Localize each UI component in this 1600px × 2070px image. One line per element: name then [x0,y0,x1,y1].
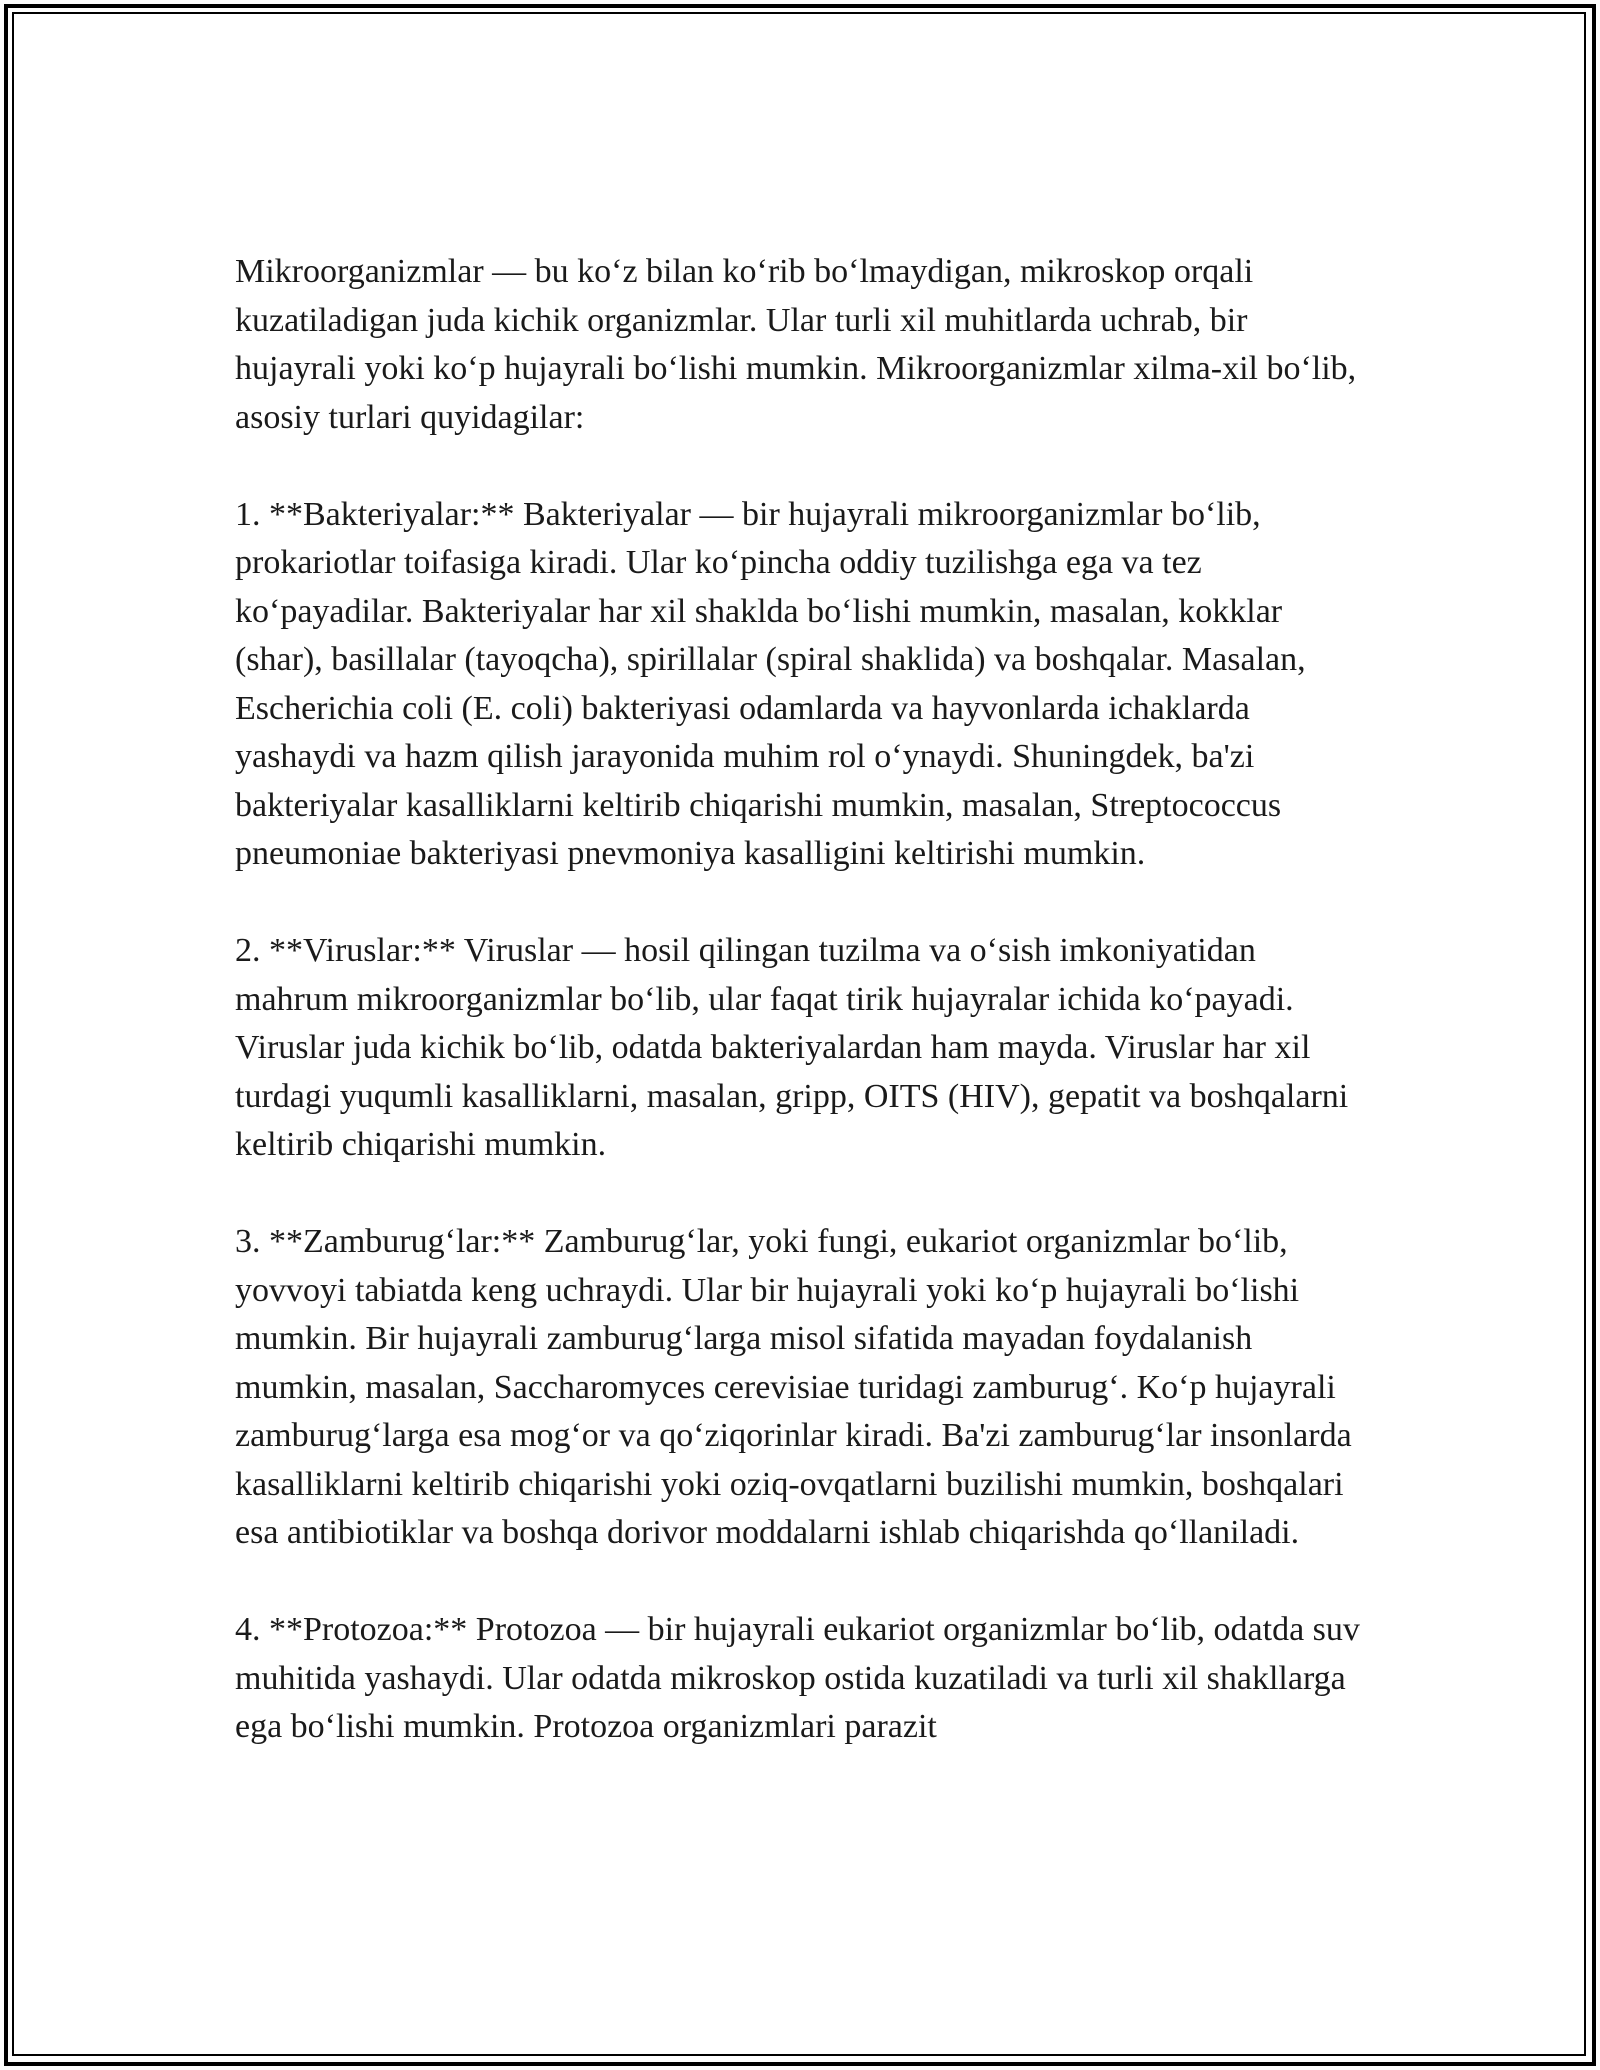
paragraph-bakteriyalar: 1. **Bakteriyalar:** Bakteriyalar — bir hujayrali mikroorganizmlar boʻlib, prokariotlar toifasiga kiradi. Ular koʻpincha oddiy tuzilishga ega va tez koʻpayadilar. Bakteriyalar har xil shaklda boʻlishi mumkin, masalan, kokklar (shar), basillalar (tayoqcha), spirillalar (spiral shaklida) va boshqalar. Masalan, Escherichia coli (E. coli) bakteriyasi odamlarda va hayvonlarda ichaklarda yashaydi va hazm qilish jarayonida muhim rol oʻynaydi. Shuningdek, ba'zi bakteriyalar kasalliklarni keltirib chiqarishi mumkin, masalan, Streptococcus pneumoniae bakteriyasi pnevmoniya kasalligini keltirishi mumkin. [235,495,1306,872]
paragraph-protozoa: 4. **Protozoa:** Protozoa — bir hujayrali eukariot organizmlar boʻlib, odatda suv muhitida yashaydi. Ular odatda mikroskop ostida kuzatiladi va turli xil shakllarga ega boʻlishi mumkin. Protozoa organizmlari parazit [235,1611,1360,1745]
document-body [235,248,1375,1752]
paragraph-zamburuglar: 3. **Zamburugʻlar:** Zamburugʻlar, yoki fungi, eukariot organizmlar boʻlib, yovvoyi tabiatda keng uchraydi. Ular bir hujayrali yoki koʻp hujayrali boʻlishi mumkin. Bir hujayrali zamburugʻlarga misol sifatida mayadan foydalanish mumkin, masalan, Saccharomyces cerevisiae turidagi zamburugʻ. Koʻp hujayrali zamburugʻlarga esa mogʻor va qoʻziqorinlar kiradi. Ba'zi zamburugʻlar insonlarda kasalliklarni keltirib chiqarishi yoki oziq-ovqatlarni buzilishi mumkin, boshqalari esa antibiotiklar va boshqa dorivor moddalarni ishlab chiqarishda qoʻllaniladi. [235,1223,1352,1551]
paragraph-intro: Mikroorganizmlar — bu koʻz bilan koʻrib boʻlmaydigan, mikroskop orqali kuzatiladigan juda kichik organizmlar. Ular turli xil muhitlarda uchrab, bir hujayrali yoki koʻp hujayrali boʻlishi mumkin. Mikroorganizmlar xilma-xil boʻlib, asosiy turlari quyidagilar: [235,253,1357,436]
paragraph-viruslar: 2. **Viruslar:** Viruslar — hosil qilingan tuzilma va oʻsish imkoniyatidan mahrum mikroorganizmlar boʻlib, ular faqat tirik hujayralar ichida koʻpayadi. Viruslar juda kichik boʻlib, odatda bakteriyalardan ham mayda. Viruslar har xil turdagi yuqumli kasalliklarni, masalan, gripp, OITS (HIV), gepatit va boshqalarni keltirib chiqarishi mumkin. [235,932,1349,1163]
